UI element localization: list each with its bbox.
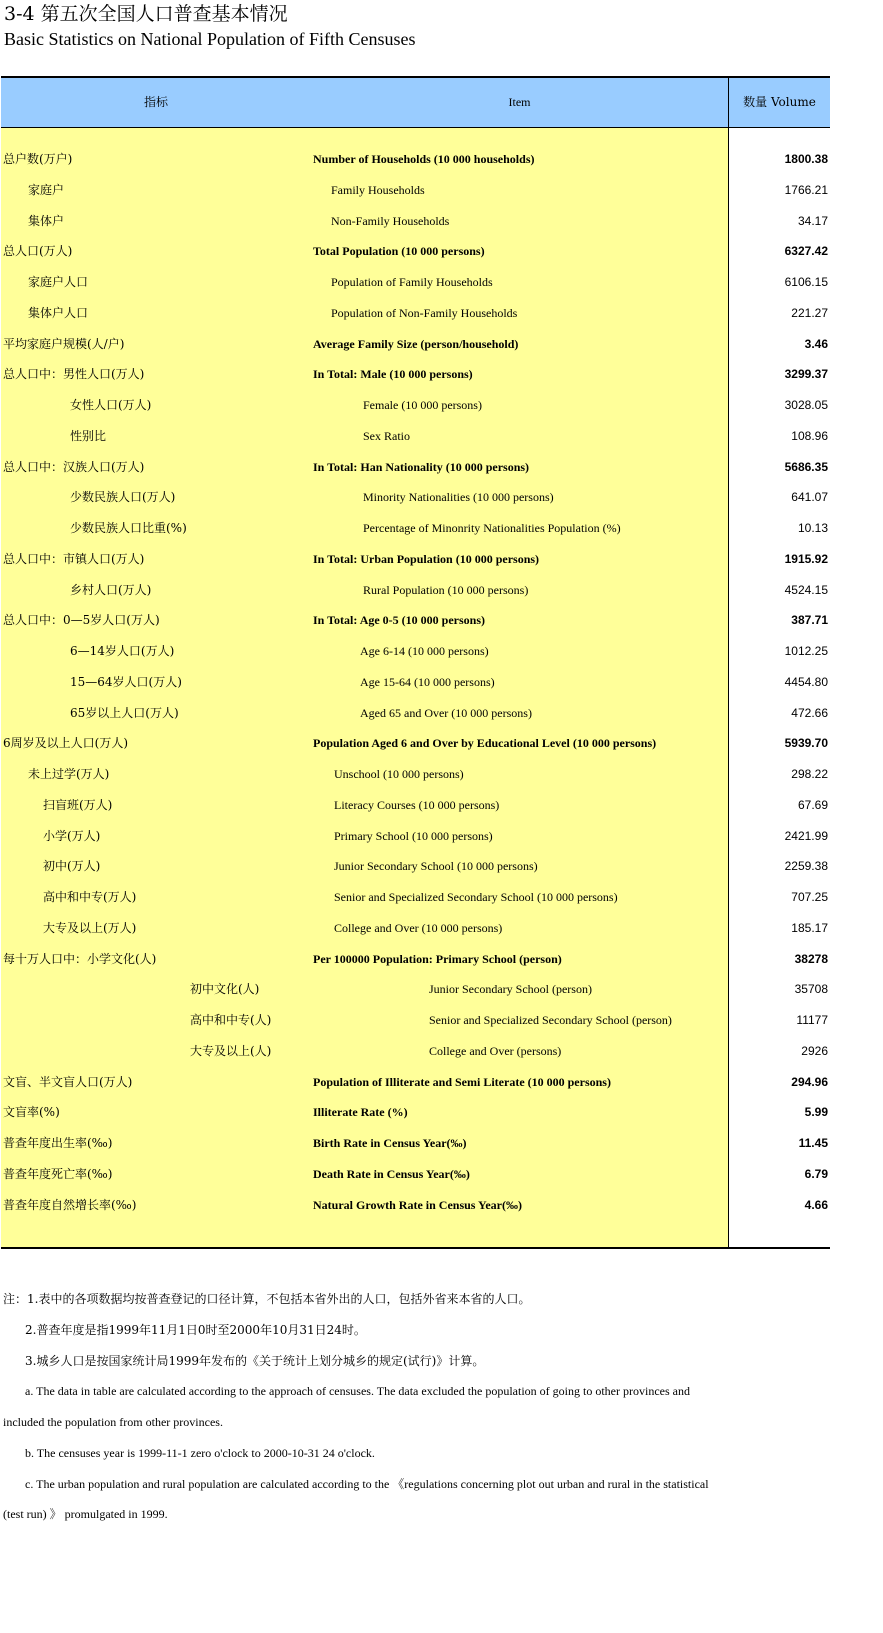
row-label-cn: 初中文化(人) [190, 982, 260, 997]
row-label-cn: 总人口中：0—5岁人口(万人) [3, 613, 160, 628]
row-value: 3028.05 [784, 398, 828, 412]
row-label-en: Death Rate in Census Year(‰) [313, 1166, 470, 1181]
page-title-en: Basic Statistics on National Population of Fifth Censuses [4, 29, 416, 49]
table-row [1, 728, 830, 759]
row-value: 472.66 [791, 705, 828, 720]
row-label-en: Junior Secondary School (10 000 persons) [334, 859, 538, 874]
row-label-cn: 普查年度自然增长率(‰) [3, 1197, 137, 1212]
row-label-cn: 平均家庭户规模(人/户) [3, 336, 125, 351]
row-value: 387.71 [791, 613, 828, 628]
row-label-en: In Total: Male (10 000 persons) [313, 367, 473, 382]
row-value: 221.27 [791, 305, 828, 320]
table-row [1, 267, 830, 298]
row-label-en: Birth Rate in Census Year(‰) [313, 1136, 467, 1150]
row-label-en: Population of Non-Family Households [331, 305, 518, 320]
row-label-en: Population of Family Households [331, 275, 493, 289]
header-volume: 数量 Volume [743, 95, 816, 109]
row-label-en: Non-Family Households [331, 213, 450, 228]
table-row [1, 913, 830, 944]
row-label-cn: 总人口(万人) [3, 244, 73, 259]
row-value: 6.79 [804, 1166, 828, 1181]
row-value: 2421.99 [784, 828, 828, 843]
row-label-en: In Total: Han Nationality (10 000 persons) [313, 459, 530, 474]
row-label-cn: 高中和中专(万人) [43, 890, 137, 904]
row-label-cn: 集体户人口 [28, 305, 89, 320]
row-label-en: Senior and Specialized Secondary School (10 000 persons) [334, 890, 618, 904]
row-value: 4.66 [804, 1197, 828, 1212]
row-label-cn: 少数民族人口(万人) [70, 490, 176, 505]
footnote-line: c. The urban population and rural population are calculated according to the 《regulations concerning plot out urban and rural in the statistical [25, 1476, 709, 1491]
table-row [1, 206, 830, 237]
row-value: 67.69 [797, 797, 828, 812]
row-label-en: Number of Households (10 000 households) [313, 152, 535, 166]
table-row [1, 390, 830, 421]
footnote-line: (test run) 》 promulgated in 1999. [3, 1507, 168, 1522]
row-value: 34.17 [797, 213, 828, 228]
table-row [1, 667, 830, 698]
table-row [1, 944, 830, 975]
table-row [1, 175, 830, 206]
table-row [1, 790, 830, 821]
table-row [1, 298, 830, 329]
row-label-en: Age 15-64 (10 000 persons) [360, 674, 495, 689]
row-label-en: Rural Population (10 000 persons) [363, 582, 529, 597]
row-value: 5.99 [804, 1105, 828, 1120]
row-label-en: Senior and Specialized Secondary School (person) [429, 1013, 672, 1027]
table-row [1, 851, 830, 882]
row-label-cn: 初中(万人) [43, 859, 101, 874]
table-row [1, 329, 830, 360]
row-label-en: Unschool (10 000 persons) [334, 767, 464, 781]
row-label-cn: 总人口中：汉族人口(万人) [3, 459, 145, 474]
table-row [1, 1005, 830, 1036]
row-value: 10.13 [797, 521, 828, 535]
row-value: 5686.35 [784, 459, 828, 474]
row-label-en: Percentage of Minonrity Nationalities Population (%) [363, 521, 621, 535]
table-row [1, 359, 830, 390]
row-label-en: Per 100000 Population: Primary School (person) [313, 951, 562, 966]
row-label-cn: 每十万人口中：小学文化(人) [3, 951, 157, 966]
row-label-cn: 普查年度出生率(‰) [3, 1136, 113, 1150]
row-label-cn: 未上过学(万人) [28, 767, 110, 781]
row-value: 11177 [796, 1013, 828, 1027]
table-row [1, 1036, 830, 1067]
header-indicator-cn: 指标 [143, 95, 168, 109]
page-title-cn: 3-4 第五次全国人口普查基本情况 [4, 3, 288, 25]
row-label-en: Minority Nationalities (10 000 persons) [363, 490, 554, 505]
statistics-table [1, 76, 830, 1249]
row-label-en: Total Population (10 000 persons) [313, 244, 485, 259]
row-label-en: Family Households [331, 182, 425, 197]
row-value: 4454.80 [784, 674, 828, 689]
row-label-cn: 高中和中专(人) [190, 1013, 272, 1027]
table-row [1, 759, 830, 790]
row-value: 6106.15 [784, 275, 828, 289]
row-label-cn: 性别比 [70, 428, 107, 443]
row-label-cn: 普查年度死亡率(‰) [3, 1166, 113, 1181]
row-label-cn: 文盲率(%) [3, 1105, 60, 1120]
row-value: 35708 [794, 982, 828, 997]
row-label-en: In Total: Age 0-5 (10 000 persons) [313, 613, 486, 628]
footnotes [3, 1284, 863, 1530]
table-row [1, 513, 830, 544]
row-value: 38278 [794, 951, 828, 966]
row-label-cn: 乡村人口(万人) [70, 582, 152, 597]
table-row [1, 636, 830, 667]
row-value: 1800.38 [784, 152, 828, 166]
row-value: 294.96 [791, 1074, 828, 1089]
table-row [1, 144, 830, 175]
row-label-cn: 6周岁及以上人口(万人) [3, 736, 128, 751]
table-row [1, 882, 830, 913]
row-value: 6327.42 [784, 244, 828, 259]
row-label-en: Literacy Courses (10 000 persons) [334, 797, 500, 812]
row-label-en: College and Over (10 000 persons) [334, 920, 503, 935]
table-row [1, 1159, 830, 1190]
row-value: 3299.37 [784, 367, 828, 382]
row-label-cn: 小学(万人) [43, 828, 101, 843]
row-value: 707.25 [791, 890, 828, 904]
row-value: 3.46 [804, 336, 828, 351]
table-row [1, 1128, 830, 1159]
row-label-en: Population Aged 6 and Over by Educational Level (10 000 persons) [313, 736, 657, 751]
row-label-en: Population of Illiterate and Semi Literate (10 000 persons) [313, 1074, 611, 1089]
row-label-cn: 扫盲班(万人) [43, 797, 113, 812]
row-value: 108.96 [791, 428, 828, 443]
row-label-en: Illiterate Rate (%) [313, 1105, 408, 1120]
row-label-en: In Total: Urban Population (10 000 persons) [313, 551, 540, 566]
row-value: 2926 [801, 1043, 828, 1058]
row-label-cn: 总人口中：市镇人口(万人) [3, 551, 145, 566]
row-label-cn: 女性人口(万人) [70, 398, 152, 412]
table-row [1, 698, 830, 729]
table-row [1, 421, 830, 452]
row-label-cn: 集体户 [28, 213, 65, 228]
row-value: 5939.70 [784, 736, 828, 751]
table-row [1, 452, 830, 483]
row-label-cn: 总户数(万户) [3, 152, 73, 166]
row-label-cn: 少数民族人口比重(%) [70, 521, 187, 535]
table-row [1, 1097, 830, 1128]
table-row [1, 1067, 830, 1098]
footnote-line: a. The data in table are calculated according to the approach of censuses. The data excluded the population of going to other provinces and [25, 1384, 690, 1399]
table-row [1, 236, 830, 267]
table-row [1, 575, 830, 606]
row-value: 1766.21 [784, 182, 828, 197]
row-label-cn: 家庭户 [28, 182, 65, 197]
table-row [1, 482, 830, 513]
row-label-en: Sex Ratio [363, 428, 410, 443]
row-value: 298.22 [791, 767, 828, 781]
row-value: 185.17 [791, 920, 828, 935]
row-value: 1915.92 [784, 551, 828, 566]
table-row [1, 974, 830, 1005]
row-label-en: College and Over (persons) [429, 1043, 562, 1058]
table-row [1, 544, 830, 575]
row-label-en: Female (10 000 persons) [363, 398, 482, 412]
footnote-line: included the population from other provinces. [3, 1415, 223, 1429]
footnote-line: 注：1.表中的各项数据均按普查登记的口径计算，不包括本省外出的人口，包括外省来本省的人口。 [3, 1292, 531, 1306]
row-label-en: Aged 65 and Over (10 000 persons) [360, 705, 532, 720]
row-label-cn: 总人口中：男性人口(万人) [3, 367, 145, 382]
row-value: 641.07 [791, 490, 828, 505]
table-rows [1, 144, 830, 1220]
row-value: 4524.15 [784, 582, 828, 597]
row-label-cn: 65岁以上人口(万人) [70, 705, 179, 720]
row-label-en: Primary School (10 000 persons) [334, 828, 493, 843]
row-label-cn: 大专及以上(万人) [43, 920, 137, 935]
header-item-en: Item [508, 95, 531, 109]
row-label-cn: 6—14岁人口(万人) [70, 644, 175, 658]
table-row [1, 821, 830, 852]
row-label-en: Age 6-14 (10 000 persons) [360, 644, 489, 658]
row-label-cn: 15—64岁人口(万人) [70, 674, 182, 689]
table-row [1, 605, 830, 636]
footnote-line: 3.城乡人口是按国家统计局1999年发布的《关于统计上划分城乡的规定(试行)》计算。 [25, 1353, 485, 1368]
row-label-en: Natural Growth Rate in Census Year(‰) [313, 1197, 522, 1212]
footnote-line: b. The censuses year is 1999-11-1 zero o'clock to 2000-10-31 24 o'clock. [25, 1445, 375, 1460]
footnote-line: 2.普查年度是指1999年11月1日0时至2000年10月31日24时。 [25, 1322, 366, 1337]
row-label-cn: 家庭户人口 [28, 275, 89, 289]
row-label-en: Junior Secondary School (person) [429, 982, 592, 997]
row-value: 11.45 [798, 1136, 828, 1150]
row-value: 2259.38 [784, 859, 828, 874]
row-value: 1012.25 [784, 644, 828, 658]
row-label-cn: 文盲、半文盲人口(万人) [3, 1074, 133, 1089]
row-label-en: Average Family Size (person/household) [313, 336, 519, 351]
table-row [1, 1190, 830, 1221]
row-label-cn: 大专及以上(人) [190, 1043, 272, 1058]
